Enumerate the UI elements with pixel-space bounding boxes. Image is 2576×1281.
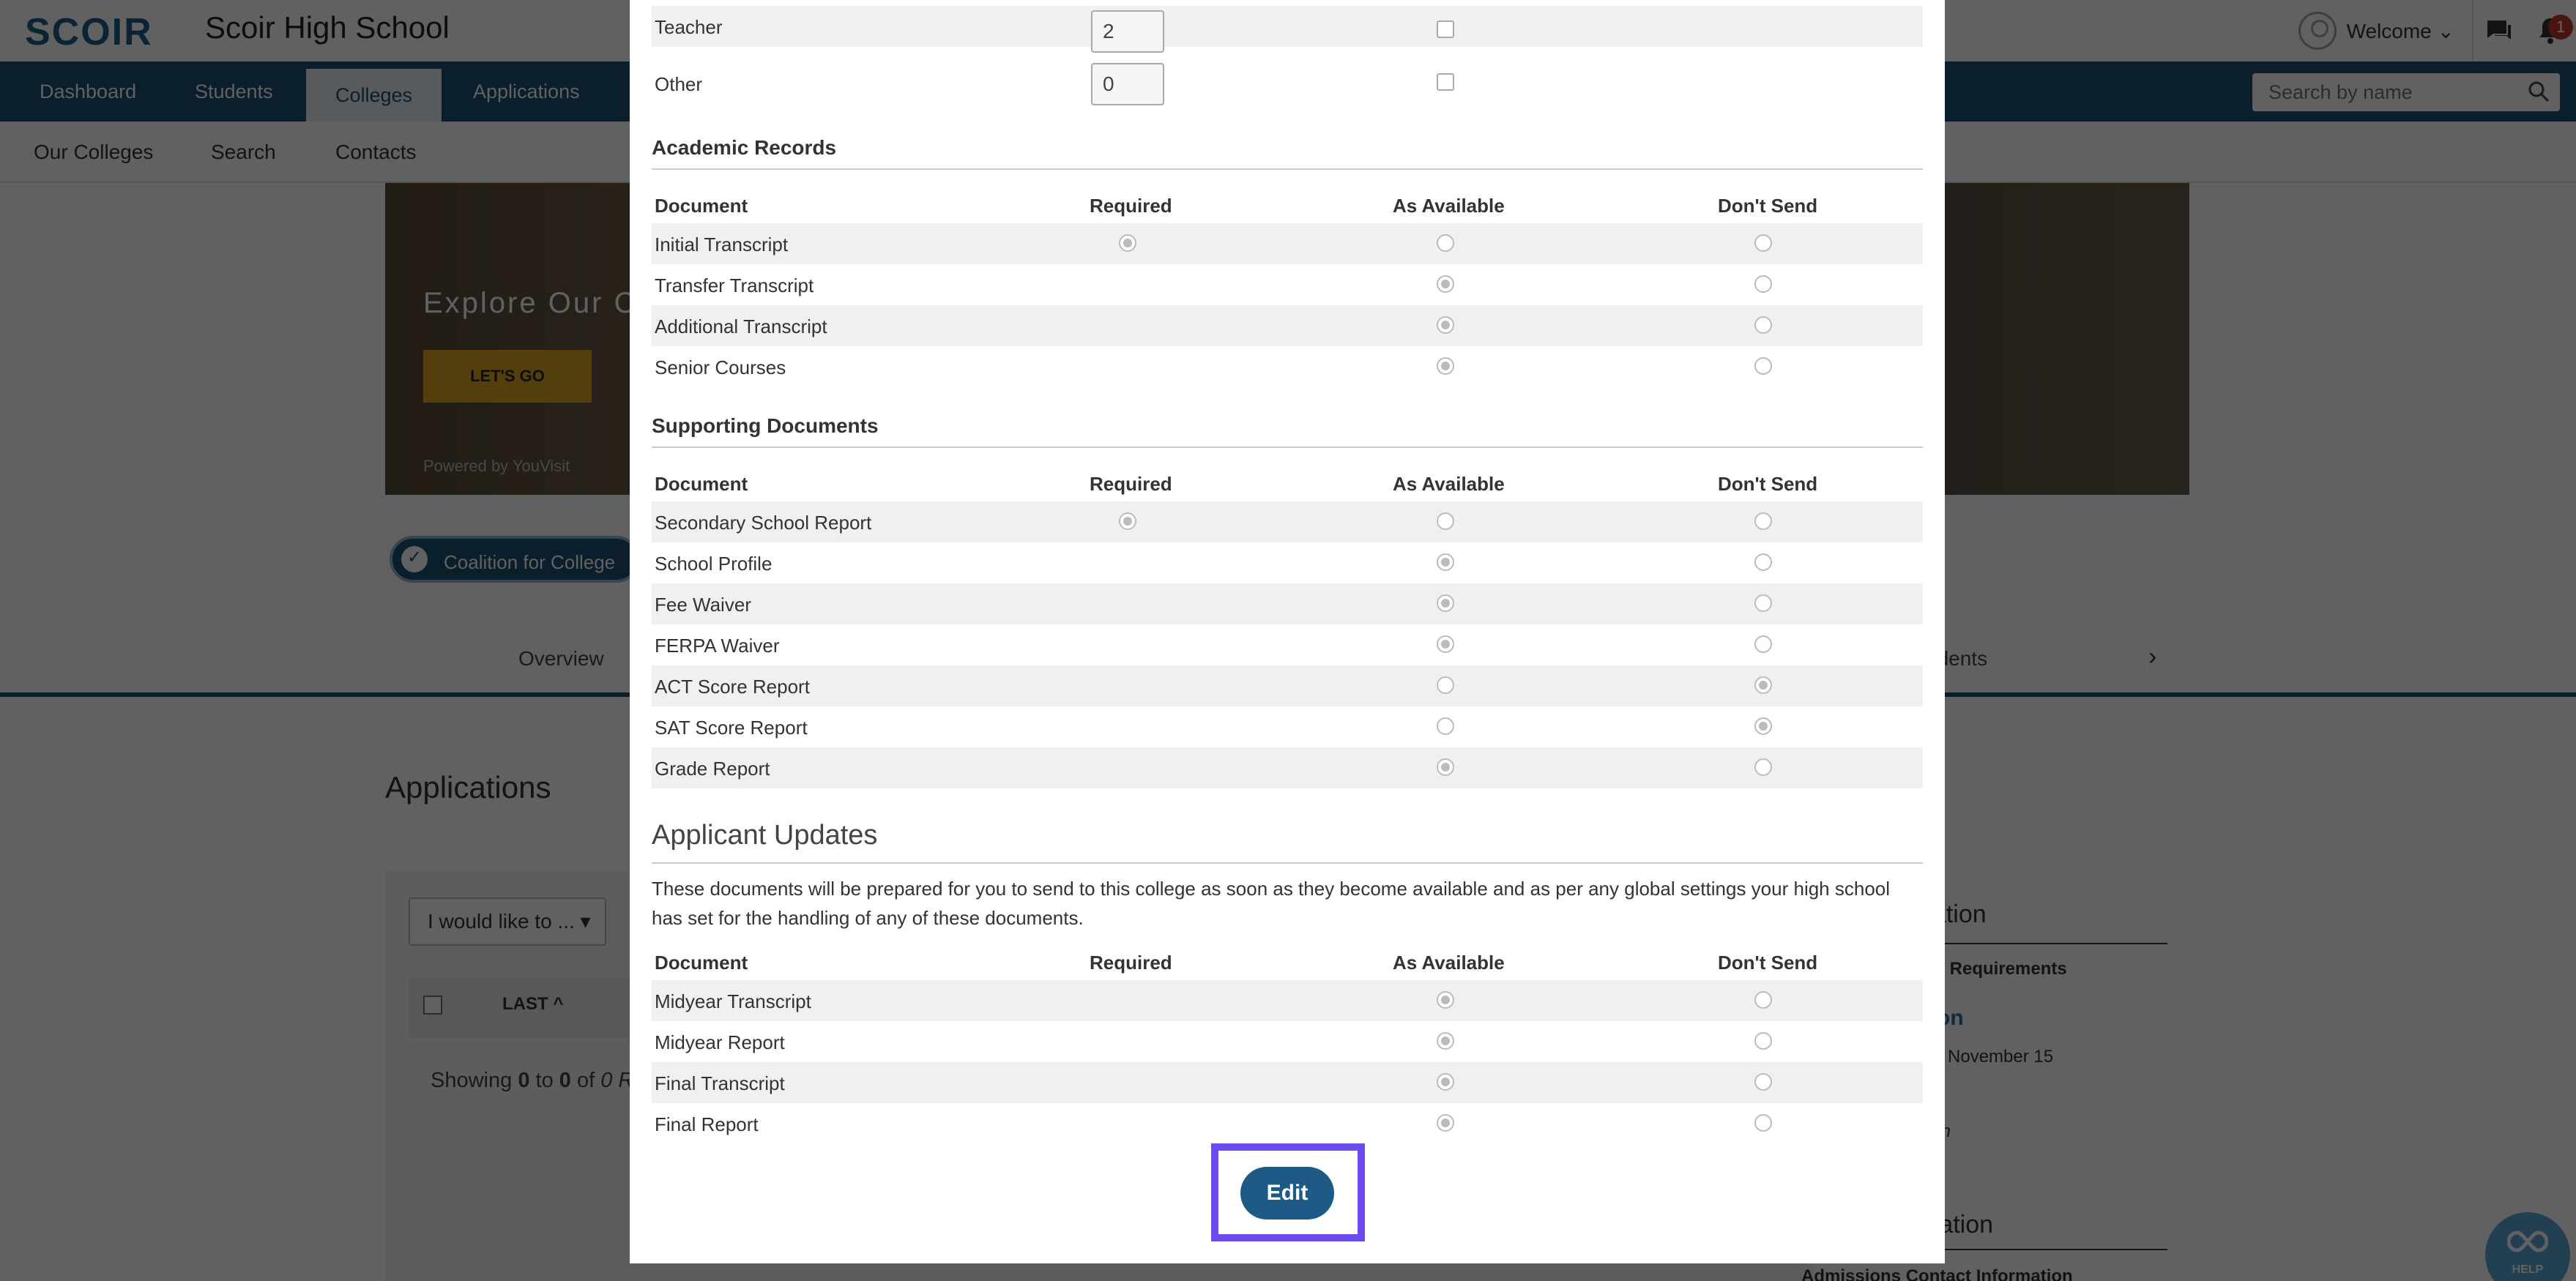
academic-records-title: Academic Records	[652, 136, 837, 159]
document-label: Senior Courses	[655, 356, 786, 378]
col-dont-send: Don't Send	[1718, 473, 1818, 495]
edit-button[interactable]: Edit	[1240, 1167, 1334, 1220]
section-divider	[652, 447, 1923, 448]
applicant-updates-description: These documents will be prepared for you to send to this college as soon as they become available and as per any global settings your high school has set for the handling of any of these documents.	[652, 878, 1891, 929]
supporting-documents-title: Supporting Documents	[652, 414, 879, 437]
document-label: Additional Transcript	[655, 315, 827, 337]
col-required: Required	[1090, 195, 1172, 217]
radio-as-available[interactable]	[1437, 1114, 1454, 1132]
radio-required[interactable]	[1119, 512, 1136, 530]
radio-as-available[interactable]	[1437, 758, 1454, 776]
document-label: FERPA Waiver	[655, 635, 780, 657]
col-required: Required	[1090, 473, 1172, 495]
radio-dont-send[interactable]	[1754, 1073, 1772, 1091]
col-as-available: As Available	[1393, 195, 1505, 217]
radio-dont-send[interactable]	[1754, 1114, 1772, 1132]
document-label: School Profile	[655, 553, 773, 575]
document-label: Grade Report	[655, 758, 770, 780]
radio-as-available[interactable]	[1437, 357, 1454, 375]
radio-as-available[interactable]	[1437, 275, 1454, 293]
col-as-available: As Available	[1393, 473, 1505, 495]
document-row	[652, 665, 1923, 706]
col-document: Document	[655, 473, 748, 495]
radio-required[interactable]	[1119, 234, 1136, 252]
document-label: Initial Transcript	[655, 234, 789, 255]
teacher-checkbox[interactable]	[1437, 20, 1454, 38]
document-row	[652, 583, 1923, 624]
document-row	[652, 223, 1923, 264]
radio-as-available[interactable]	[1437, 991, 1454, 1009]
radio-as-available[interactable]	[1437, 316, 1454, 334]
radio-dont-send[interactable]	[1754, 275, 1772, 293]
document-label: Midyear Transcript	[655, 990, 811, 1012]
row-label: Teacher	[655, 16, 723, 38]
document-row	[652, 346, 1923, 387]
radio-dont-send[interactable]	[1754, 1032, 1772, 1050]
radio-as-available[interactable]	[1437, 717, 1454, 735]
document-row	[652, 980, 1923, 1021]
applicant-updates-title: Applicant Updates	[652, 820, 878, 851]
radio-dont-send[interactable]	[1754, 234, 1772, 252]
other-count-input[interactable]: 0	[1091, 63, 1164, 105]
document-row	[652, 1021, 1923, 1062]
col-dont-send: Don't Send	[1718, 952, 1818, 974]
document-label: Transfer Transcript	[655, 274, 814, 296]
row-label: Other	[655, 73, 703, 95]
radio-dont-send[interactable]	[1754, 991, 1772, 1009]
col-as-available: As Available	[1393, 952, 1505, 974]
radio-dont-send[interactable]	[1754, 512, 1772, 530]
radio-dont-send[interactable]	[1754, 717, 1772, 735]
document-label: Fee Waiver	[655, 594, 751, 616]
radio-as-available[interactable]	[1437, 676, 1454, 694]
document-row	[652, 1103, 1923, 1144]
document-row	[652, 624, 1923, 665]
document-label: SAT Score Report	[655, 717, 808, 739]
col-document: Document	[655, 952, 748, 974]
radio-as-available[interactable]	[1437, 234, 1454, 252]
radio-as-available[interactable]	[1437, 594, 1454, 612]
col-document: Document	[655, 195, 748, 217]
document-label: Secondary School Report	[655, 512, 872, 534]
radio-dont-send[interactable]	[1754, 357, 1772, 375]
document-row	[652, 305, 1923, 346]
document-row	[652, 747, 1923, 788]
document-row	[652, 1062, 1923, 1103]
radio-dont-send[interactable]	[1754, 635, 1772, 653]
radio-dont-send[interactable]	[1754, 553, 1772, 571]
radio-as-available[interactable]	[1437, 512, 1454, 530]
radio-dont-send[interactable]	[1754, 676, 1772, 694]
document-label: ACT Score Report	[655, 676, 810, 698]
recommendation-row-teacher	[652, 6, 1923, 47]
section-divider	[652, 862, 1923, 864]
document-row	[652, 542, 1923, 583]
radio-dont-send[interactable]	[1754, 758, 1772, 776]
other-checkbox[interactable]	[1437, 73, 1454, 91]
radio-as-available[interactable]	[1437, 635, 1454, 653]
document-row	[652, 264, 1923, 305]
radio-dont-send[interactable]	[1754, 594, 1772, 612]
document-row	[652, 706, 1923, 747]
col-required: Required	[1090, 952, 1172, 974]
document-row	[652, 501, 1923, 542]
recommendation-row-other	[652, 57, 1923, 108]
radio-dont-send[interactable]	[1754, 316, 1772, 334]
document-label: Final Report	[655, 1113, 759, 1135]
col-dont-send: Don't Send	[1718, 195, 1818, 217]
document-label: Midyear Report	[655, 1031, 785, 1053]
radio-as-available[interactable]	[1437, 1032, 1454, 1050]
teacher-count-input[interactable]: 2	[1091, 10, 1164, 53]
radio-as-available[interactable]	[1437, 553, 1454, 571]
document-label: Final Transcript	[655, 1072, 785, 1094]
radio-as-available[interactable]	[1437, 1073, 1454, 1091]
section-divider	[652, 168, 1923, 170]
